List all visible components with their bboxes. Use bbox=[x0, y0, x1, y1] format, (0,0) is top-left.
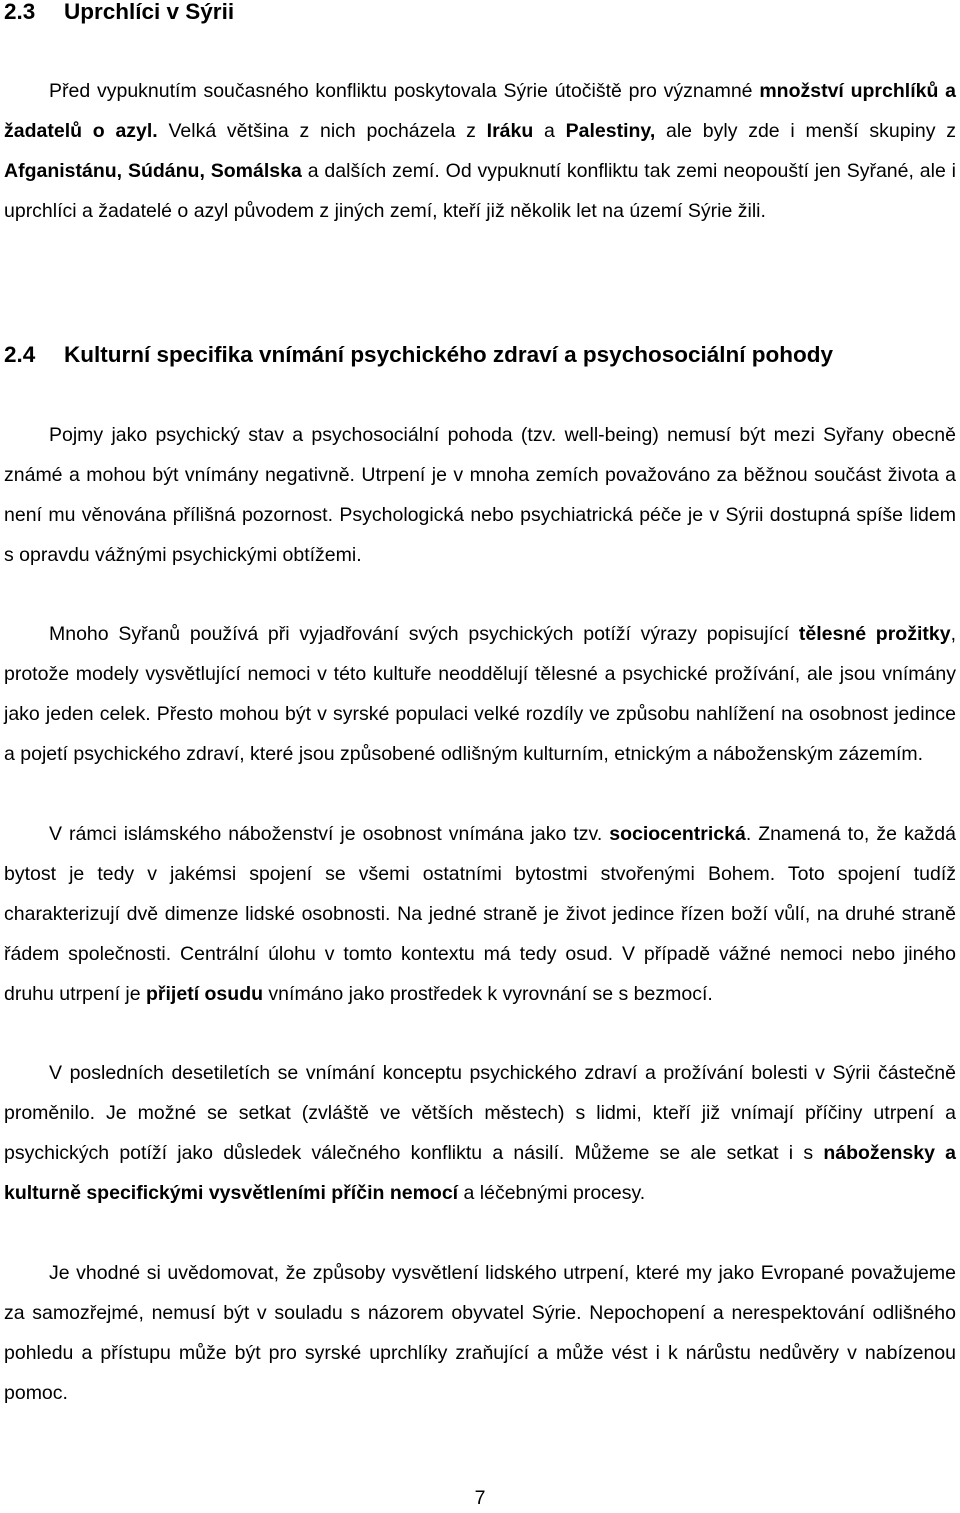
section-number: 2.4 bbox=[4, 342, 36, 367]
bold-text-run: sociocentrická bbox=[609, 823, 746, 845]
text-run: . Znamená to, že každá bytost je tedy v jakémsi spojení se všemi ostatními bytostmi stvořenými Bohem. Toto spojení tudíž charakterizují dvě dimenze lidské osobnosti. Na jedné straně je život jedince řízen boží vůlí, na druhé straně řádem společnosti. Centrální úlohu v tomto kontextu má tedy osud. V případě vážné nemoci nebo jiného druhu utrpení je bbox=[4, 823, 956, 1005]
section-title: Kulturní specifika vnímání psychického zdraví a psychosociální pohody bbox=[64, 342, 833, 367]
section-title: Uprchlíci v Sýrii bbox=[64, 0, 235, 24]
bold-text-run: Iráku bbox=[486, 120, 534, 142]
paragraph-recent-change bbox=[4, 1053, 956, 1213]
paragraph-bodily-expressions bbox=[4, 614, 956, 774]
text-run: a bbox=[533, 120, 566, 142]
text-run: , protože modely vysvětlující nemoci v této kultuře neoddělují tělesné a psychické prožívání, ale jsou vnímány jako jeden celek. Přesto mohou být v syrské populaci velké rozdíly ve způsobu nahlížení na osobnost jedince a pojetí psychického zdraví, které jsou způsobené odlišným kulturním, etnickým a náboženským zázemím. bbox=[4, 623, 956, 765]
text-run: Mnoho Syřanů používá při vyjadřování svých psychických potíží výrazy popisující bbox=[49, 623, 799, 645]
text-run: V rámci islámského náboženství je osobnost vnímána jako tzv. bbox=[49, 823, 610, 845]
paragraph-sociocentric bbox=[4, 814, 956, 1014]
text-run: Je vhodné si uvědomovat, že způsoby vysvětlení lidského utrpení, které my jako Evropané považujeme za samozřejmé, nemusí být v souladu s názorem obyvatel Sýrie. Nepochopení a nerespektování odlišného pohledu a přístupu může být pro syrské uprchlíky zraňující a může vést i k nárůstu nedůvěry v nabízenou pomoc. bbox=[4, 1262, 956, 1404]
paragraph-european-view bbox=[4, 1253, 956, 1413]
text-run: Pojmy jako psychický stav a psychosociální pohoda (tzv. well-being) nemusí být mezi Syřany obecně známé a mohou být vnímány negativně. Utrpení je v mnoha zemích považováno za běžnou součást života a není mu věnována přílišná pozornost. Psychologická nebo psychiatrická péče je v Sýrii dostupná spíše lidem s opravdu vážnými psychickými obtížemi. bbox=[4, 424, 956, 566]
page-number: 7 bbox=[474, 1487, 486, 1509]
text-run: Velká většina z nich pocházela z bbox=[157, 120, 487, 142]
bold-text-run: Palestiny, bbox=[565, 120, 656, 142]
bold-text-run: tělesné prožitky bbox=[798, 623, 951, 645]
paragraph-concepts bbox=[4, 415, 956, 575]
bold-text-run: Afganistánu, Súdánu, Somálska bbox=[4, 160, 302, 182]
text-run: vnímáno jako prostředek k vyrovnání se s bezmocí. bbox=[263, 983, 713, 1005]
text-run: a léčebnými procesy. bbox=[458, 1182, 646, 1204]
text-run: V posledních desetiletích se vnímání konceptu psychického zdraví a prožívání bolesti v Sýrii částečně proměnilo. Je možné se setkat (zvláště ve větších městech) s lidmi, kteří již vnímají příčiny utrpení a psychických potíží jako důsledek válečného konfliktu a násilí. Můžeme se ale setkat i s bbox=[4, 1062, 956, 1164]
bold-text-run: množství uprchlíků a žadatelů o azyl. bbox=[4, 80, 956, 142]
section-heading-2-3 bbox=[4, 0, 234, 24]
section-number: 2.3 bbox=[4, 0, 36, 24]
paragraph-refugees bbox=[4, 71, 956, 231]
bold-text-run: přijetí osudu bbox=[146, 983, 264, 1005]
text-run: Před vypuknutím současného konfliktu poskytovala Sýrie útočiště pro významné bbox=[49, 80, 760, 102]
bold-text-run: nábožensky a kulturně specifickými vysvětleními příčin nemocí bbox=[4, 1142, 956, 1204]
text-run: ale byly zde i menší skupiny z bbox=[655, 120, 956, 142]
section-heading-2-4 bbox=[4, 343, 833, 367]
text-run: a dalších zemí. Od vypuknutí konfliktu tak zemi neopouští jen Syřané, ale i uprchlíci a žadatelé o azyl původem z jiných zemí, kteří již několik let na území Sýrie žili. bbox=[4, 160, 957, 222]
